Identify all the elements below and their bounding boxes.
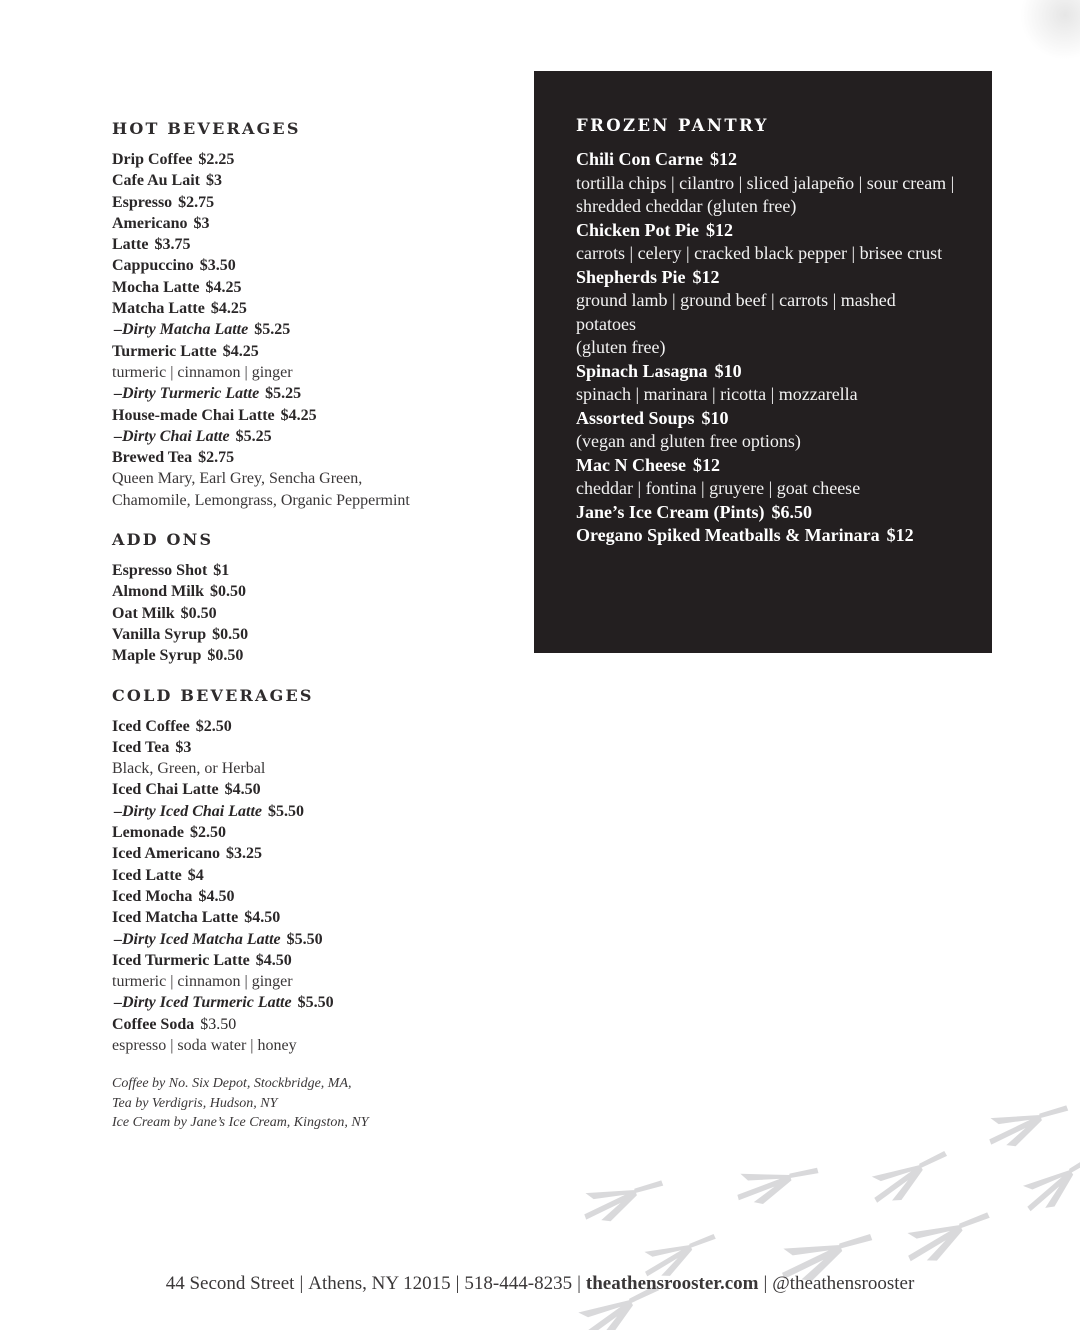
menu-item-price: $12: [692, 454, 720, 475]
menu-item: [112, 865, 512, 886]
item-description: spinach | marinara | ricotta | mozzarella: [576, 384, 858, 404]
menu-item: [112, 737, 512, 758]
menu-item: [112, 929, 512, 950]
menu-item: [576, 266, 956, 290]
footer-phone[interactable]: 518-444-8235: [464, 1273, 573, 1294]
menu-item-name: Iced Coffee: [112, 717, 190, 735]
menu-item-name: House-made Chai Latte: [112, 406, 275, 424]
footer-social-handle[interactable]: @theathensrooster: [772, 1273, 915, 1294]
menu-item-price: $10: [701, 407, 729, 428]
menu-item: [112, 950, 512, 971]
menu-item: [112, 779, 512, 800]
menu-item: [112, 801, 512, 822]
menu-item-name: Brewed Tea: [112, 449, 193, 467]
menu-item-price: $3.50: [200, 1015, 237, 1033]
footer-city: Athens, NY 12015: [308, 1273, 451, 1294]
menu-item: [112, 560, 512, 581]
menu-item-price: $12: [692, 266, 720, 287]
menu-item-price: $4.25: [210, 300, 247, 318]
item-description: espresso | soda water | honey: [112, 1036, 297, 1054]
item-description: Queen Mary, Earl Grey, Sencha Green,: [112, 470, 363, 488]
menu-item-name: Iced Americano: [112, 845, 220, 863]
menu-item: [576, 360, 956, 384]
menu-item-price: $3.75: [154, 236, 191, 254]
menu-item-name: Spinach Lasagna: [576, 360, 708, 381]
footer-address: 44 Second Street: [165, 1273, 295, 1294]
menu-item-price: $0.50: [210, 583, 247, 601]
menu-item-price: $12: [886, 525, 914, 545]
menu-item-price: $4.50: [255, 951, 292, 969]
menu-item: [576, 524, 956, 548]
menu-item-name: Turmeric Latte: [112, 342, 217, 360]
menu-item-price: $4.25: [205, 278, 242, 296]
menu-item: [112, 234, 512, 255]
menu-item: [112, 426, 512, 447]
section-heading-add-ons: ADD ONS: [112, 530, 214, 550]
footer-separator: |: [763, 1273, 768, 1294]
menu-item-price: $5.50: [267, 802, 304, 820]
menu-item-name: Americano: [112, 214, 188, 232]
menu-item-price: $2.75: [178, 193, 215, 211]
menu-item: [112, 149, 512, 170]
menu-item-name: Iced Turmeric Latte: [112, 951, 250, 969]
menu-item-price: $3: [206, 172, 222, 190]
cold-beverages-section: [112, 685, 512, 1057]
menu-item-name: Iced Chai Latte: [112, 781, 219, 799]
menu-item-price: $1: [213, 562, 230, 580]
menu-item-price: $2.50: [195, 717, 232, 735]
item-description: carrots | celery | cracked black pepper | brisee crust: [576, 243, 943, 263]
menu-item-name: Espresso Shot: [112, 562, 208, 580]
menu-item-price: $12: [710, 149, 738, 169]
item-description: ground lamb | ground beef | carrots | mashed potatoes: [576, 290, 896, 334]
menu-item: [112, 907, 512, 928]
menu-item: [112, 341, 512, 362]
menu-item-name: Chili Con Carne: [576, 149, 704, 169]
menu-item-name: Lemonade: [112, 824, 184, 842]
menu-item-name: Shepherds Pie: [576, 266, 686, 287]
menu-item: [112, 624, 512, 645]
menu-item: [112, 192, 512, 213]
menu-item: [112, 645, 512, 666]
menu-item: [112, 170, 512, 191]
menu-item-price: $4.50: [198, 887, 235, 905]
menu-item: [576, 219, 956, 243]
menu-item-name: Maple Syrup: [112, 647, 202, 665]
menu-item: [112, 822, 512, 843]
menu-item-price: $4.50: [224, 781, 261, 799]
menu-item: [112, 886, 512, 907]
footer-separator: |: [455, 1273, 460, 1294]
menu-item-name: Cappuccino: [112, 257, 194, 275]
menu-item-name: Assorted Soups: [576, 407, 695, 428]
menu-item: [112, 447, 512, 468]
menu-item-name: Jane’s Ice Cream (Pints): [576, 501, 765, 522]
menu-item: [112, 843, 512, 864]
menu-item-name: –Dirty Iced Turmeric Latte: [114, 994, 292, 1012]
add-ons-list: [112, 560, 512, 666]
menu-item-price: $0.50: [212, 625, 249, 643]
corner-shadow: [1020, 0, 1080, 60]
menu-item: [576, 148, 956, 172]
menu-item: [576, 454, 956, 478]
menu-item-name: Espresso: [112, 193, 173, 211]
item-description: tortilla chips | cilantro | sliced jalapeño | sour cream | shredded cheddar (gluten free): [576, 172, 955, 216]
menu-item: [112, 277, 512, 298]
credit-ice-cream: Ice Cream by Jane’s Ice Cream, Kingston, NY: [112, 1115, 369, 1131]
menu-item: [112, 716, 512, 737]
frozen-pantry-list: [576, 148, 992, 548]
menu-item-name: Iced Latte: [112, 866, 182, 884]
menu-item: [112, 1014, 512, 1035]
frozen-pantry-panel: [534, 71, 992, 653]
menu-item: [112, 213, 512, 234]
menu-item-price: $6.50: [771, 501, 812, 522]
hot-beverages-list: [112, 149, 512, 511]
item-description: (gluten free): [576, 337, 666, 357]
footer-separator: |: [577, 1273, 581, 1294]
menu-item-name: Oat Milk: [112, 604, 175, 622]
item-description: cheddar | fontina | gruyere | goat cheese: [576, 478, 861, 498]
menu-item-name: Iced Tea: [112, 738, 170, 756]
menu-item-name: Iced Matcha Latte: [112, 909, 239, 927]
menu-item: [112, 992, 512, 1013]
menu-item-price: $2.50: [190, 824, 226, 842]
menu-item-price: $3: [175, 738, 192, 756]
menu-item-price: $10: [714, 360, 742, 381]
add-ons-section: [112, 529, 512, 666]
menu-item-name: –Dirty Matcha Latte: [114, 321, 249, 339]
menu-item-price: $5.50: [286, 930, 323, 948]
menu-item-price: $2.25: [198, 151, 235, 168]
credit-tea: Tea by Verdigris, Hudson, NY: [112, 1095, 278, 1111]
footer-contact: [0, 1273, 1080, 1295]
section-heading-cold-beverages: COLD BEVERAGES: [112, 685, 314, 705]
menu-item-price: $0.50: [180, 604, 217, 622]
hot-beverages-section: [112, 118, 512, 511]
menu-item-price: $5.50: [297, 994, 334, 1012]
menu-item-price: $4: [187, 866, 204, 884]
menu-item: [112, 581, 512, 602]
menu-item-name: Latte: [112, 236, 149, 254]
menu-item: [112, 405, 512, 426]
footer-website-link[interactable]: theathensrooster.com: [585, 1273, 759, 1294]
item-description: Chamomile, Lemongrass, Organic Peppermint: [112, 491, 410, 509]
credit-coffee: Coffee by No. Six Depot, Stockbridge, MA,: [112, 1076, 352, 1092]
item-description: Black, Green, or Herbal: [112, 760, 266, 778]
footer-separator: |: [299, 1273, 304, 1294]
menu-item-price: $0.50: [207, 647, 244, 665]
menu-item-name: –Dirty Turmeric Latte: [114, 385, 260, 403]
cold-beverages-list: [112, 716, 512, 1057]
menu-item-price: $4.50: [244, 909, 281, 927]
menu-item-price: $2.75: [198, 449, 235, 467]
menu-item-name: –Dirty Iced Chai Latte: [114, 802, 262, 820]
menu-item-name: Mac N Cheese: [576, 454, 686, 475]
menu-item-name: Chicken Pot Pie: [576, 219, 699, 240]
menu-item-price: $4.25: [222, 342, 259, 360]
menu-item-name: Cafe Au Lait: [112, 172, 200, 190]
menu-item-price: $5.25: [254, 321, 291, 339]
menu-item-name: Iced Mocha: [112, 887, 193, 905]
menu-item-price: $5.25: [235, 427, 272, 445]
menu-item-name: Mocha Latte: [112, 278, 200, 296]
menu-item: [576, 501, 956, 525]
menu-item-price: $3.50: [199, 257, 236, 275]
menu-item: [112, 319, 512, 340]
menu-item-price: $5.25: [265, 385, 302, 403]
menu-item: [112, 255, 512, 276]
supplier-credits: [112, 1074, 512, 1133]
section-heading-hot-beverages: HOT BEVERAGES: [112, 119, 301, 138]
section-heading-frozen-pantry: FROZEN PANTRY: [576, 116, 769, 135]
item-description: turmeric | cinnamon | ginger: [112, 973, 293, 991]
menu-item-name: –Dirty Chai Latte: [114, 427, 230, 445]
item-description: (vegan and gluten free options): [576, 431, 801, 451]
menu-item-price: $12: [706, 219, 733, 240]
menu-item-price: $3.25: [225, 845, 262, 863]
menu-item: [112, 298, 512, 319]
menu-item: [112, 603, 512, 624]
menu-item-price: $4.25: [280, 406, 317, 424]
menu-item: [576, 407, 956, 431]
menu-item-name: Vanilla Syrup: [112, 625, 207, 643]
menu-item-price: $3: [193, 214, 210, 232]
menu-item-name: Almond Milk: [112, 583, 205, 601]
menu-item-name: Oregano Spiked Meatballs & Marinara: [576, 525, 880, 545]
menu-item-name: Coffee Soda: [112, 1015, 195, 1033]
left-column: [112, 118, 512, 1133]
menu-item: [112, 383, 512, 404]
menu-item-name: Drip Coffee: [112, 151, 193, 168]
item-description: turmeric | cinnamon | ginger: [112, 363, 293, 381]
menu-item-name: –Dirty Iced Matcha Latte: [114, 930, 281, 948]
menu-item-name: Matcha Latte: [112, 300, 205, 318]
